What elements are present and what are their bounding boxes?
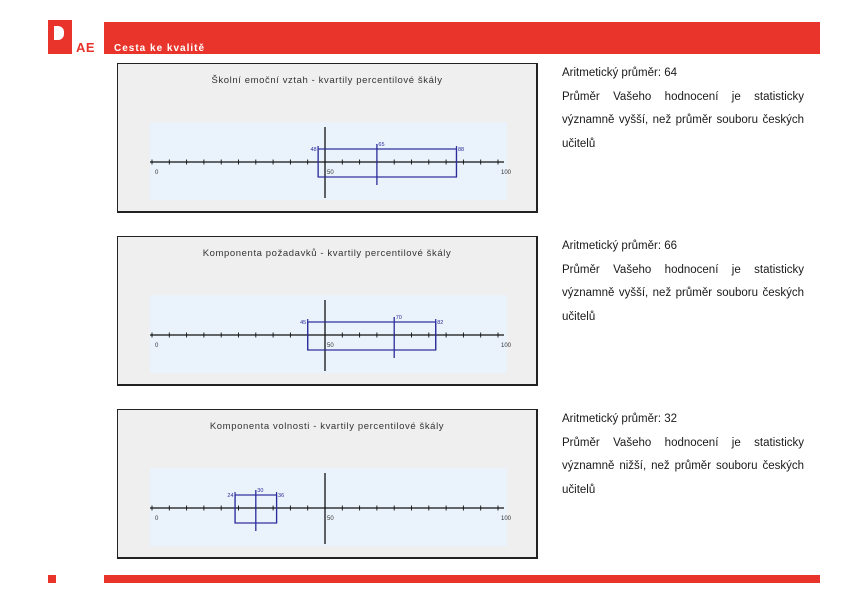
boxplot-chart (150, 295, 512, 373)
value-label: 30 (257, 488, 264, 494)
tick-label: 100 (501, 516, 512, 522)
boxplot-chart (150, 468, 512, 546)
mean-value: Aritmetický průměr: 64 (562, 67, 678, 79)
tick-label: 0 (155, 170, 159, 176)
value-label: 88 (457, 147, 465, 153)
chart-title: Komponenta volnosti - kvartily percentilové škály (209, 421, 445, 432)
logo-text: AE (76, 40, 96, 55)
value-label: 65 (378, 142, 385, 148)
value-label: 45 (300, 320, 307, 326)
value-label: 36 (278, 493, 285, 499)
tick-label: 50 (327, 516, 334, 522)
chart-panel-emotional (117, 63, 538, 213)
result-text: Průměr Vašeho hodnocení je statisticky významně vyšší, než průměr souboru českých učitelů (562, 263, 804, 323)
result-text: Průměr Vašeho hodnocení je statisticky významně vyšší, než průměr souboru českých učitelů (562, 90, 804, 150)
result-text: Průměr Vašeho hodnocení je statisticky významně nižší, než průměr souboru českých učitelů (562, 436, 804, 496)
chart-title: Komponenta požadavků - kvartily percentilové škály (202, 248, 452, 259)
mean-value: Aritmetický průměr: 66 (562, 240, 678, 252)
value-label: 48 (310, 147, 317, 153)
result-block (562, 62, 804, 156)
result-block (562, 408, 804, 502)
tick-label: 50 (327, 170, 334, 176)
chart-panel-freedom (117, 409, 538, 559)
logo-mark (48, 20, 72, 54)
value-label: 82 (437, 320, 444, 326)
chart-panel-demands (117, 236, 538, 386)
mean-value: Aritmetický průměr: 32 (562, 413, 678, 425)
boxplot-chart (150, 122, 512, 200)
footer-bar (104, 575, 820, 583)
value-label: 24 (227, 493, 234, 499)
header-tagline: Cesta ke kvalitě (114, 43, 206, 54)
tick-label: 100 (501, 170, 512, 176)
tick-label: 0 (155, 516, 159, 522)
header-bar (104, 22, 820, 54)
chart-title: Školní emoční vztah - kvartily percentilové škály (211, 75, 443, 86)
tick-label: 0 (155, 343, 159, 349)
tick-label: 50 (327, 343, 334, 349)
tick-label: 100 (501, 343, 512, 349)
result-block (562, 235, 804, 329)
footer-mark (48, 575, 56, 583)
value-label: 70 (395, 315, 402, 321)
